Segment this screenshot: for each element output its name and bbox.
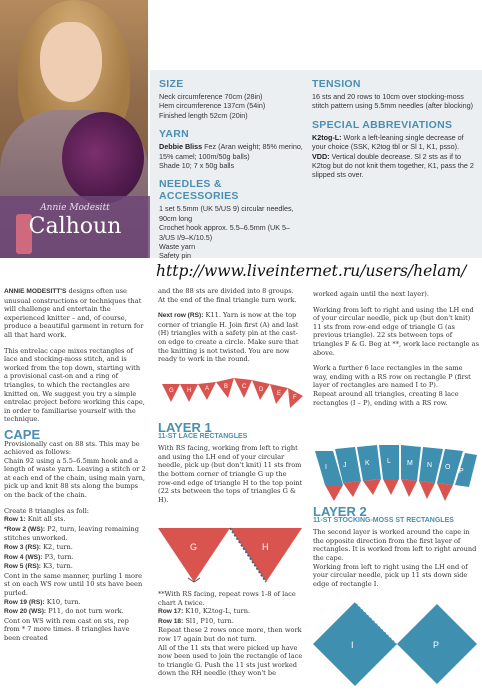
rectangle-label: M [407, 460, 413, 467]
specs-left-column [159, 78, 304, 269]
row-instruction [4, 562, 146, 572]
row-label: Row 17: [158, 608, 184, 616]
row-instruction [4, 543, 146, 553]
size-line: Finished length 52cm (20in) [159, 110, 248, 120]
diagram-label: P [433, 640, 440, 650]
col3-paragraph: Working from left to right and using the LH end of your circular needle, pick up (but don't knit) 11 sts from row-end edge of triangle G (as previous triangle). 22 sts between tops of triangles F & G. Beg at **, work lace rectangle as above. [313, 305, 479, 357]
triangle-label: B [224, 384, 229, 390]
specs-right-column [312, 78, 477, 188]
tension-heading: TENSION [312, 78, 361, 90]
row-text: K2, turn. [41, 543, 73, 552]
yarn-heading: YARN [159, 128, 189, 141]
col3-paragraph: Repeat around all triangles, creating 8 lace rectangles (I – P), ending with a RS row. [313, 389, 459, 407]
col2-paragraph: and the 88 sts are divided into 8 groups. At the end of the final triangle turn work. [158, 287, 297, 304]
tension-text: 16 sts and 20 rows to 10cm over stocking-moss stitch pattern using 5.5mm needles (after blocking) [312, 92, 473, 111]
layer2-paragraph: The second layer is worked around the cape in the opposite direction from the first layer of rectangles. It is worked from left to right around the cape. [313, 528, 477, 562]
intro-paragraph-2: This entrelac cape mixes rectangles of lace and stocking-moss stitch, and is worked from the top down, starting with a provisional cast-on and a ring of triangles, to which the rectangles are knitted on. We suggest you try a simple entrelac project before working this cape, in order to familiarise yourself with the technique. [4, 346, 145, 424]
intro-paragraph [4, 287, 146, 340]
layer1-paragraph: With RS facing, working from left to right and using the LH end of your circular needle, pick up (but don't knit) 11 sts from the bottom corner of triangle G up the row-end edge of triangle H to the top point (22 sts between the tops of triangles G & H). [158, 444, 303, 504]
layer1-heading: LAYER 1 [158, 420, 212, 435]
column-3 [313, 290, 479, 414]
lace-ring-diagram [313, 445, 479, 505]
size-line: Hem circumference 137cm (54in) [159, 101, 266, 111]
layer2-diagram [313, 600, 479, 698]
row-text: P3, turn. [42, 552, 74, 561]
row-text: K3, turn. [41, 562, 73, 571]
layer2-section [313, 504, 479, 595]
layer1-diagram [158, 520, 303, 588]
size-heading: SIZE [159, 78, 184, 90]
abbr-desc: Work a left-leaning single decrease of your choice (SSK, K2tog tbl or Sl 1, K1, psso). [312, 132, 464, 152]
pattern-title: Calhoun [28, 214, 122, 239]
yarn-desc: Fez (Aran weight; 85% merino, 15% camel; 100m/50g balls) [159, 142, 303, 161]
layer2-subheading: 11-ST STOCKING-MOSS ST RECTANGLES [313, 516, 454, 524]
row-text: K11. Yarn is now at the top corner of triangle H. Join first (A) and last (H) triangles with a safety pin at the cast-on edge to create a circle. Make sure that the knitting is not twisted. You are now ready to work in the round. [158, 311, 299, 364]
triangle-label: C [242, 384, 247, 390]
rectangle-label: O [445, 464, 451, 471]
triangle-shape [419, 481, 435, 499]
row-instruction: Cont on WS with rem cast on sts, rep from * 7 more times. 8 triangles have been created [4, 616, 130, 642]
row-text: K10, turn. [44, 597, 81, 606]
triangle-label: E [277, 391, 282, 397]
row-label: Row 5 (RS): [4, 563, 41, 571]
rectangle-i-shape [313, 602, 397, 686]
triangle-g-shape [158, 528, 230, 582]
size-line: Neck circumference 70cm (28in) [159, 92, 263, 101]
triangle-h-shape [230, 528, 302, 582]
rectangle-label: I [325, 464, 327, 471]
column-1 [4, 287, 146, 643]
triangle-label: A [205, 386, 210, 392]
row-instruction [4, 553, 146, 563]
rectangle-label: K [365, 460, 370, 467]
layer1-continued [158, 590, 303, 678]
needles-line: Safety pin [159, 251, 191, 261]
cape-paragraph: Create 8 triangles as foll: [4, 506, 90, 515]
author-name: Annie Modesitt [40, 203, 110, 213]
rectangle-label: P [459, 468, 464, 475]
row-label: Row 1: [4, 516, 26, 524]
cape-paragraph: Chain 92 using a 5.5–6.5mm hook and a length of waste yarn. Leaving a stitch or 2 at each end of the chain, using main yarn, pick up and knit 88 sts along the bumps on the back of the chain. [4, 456, 146, 500]
rectangle-label: L [387, 458, 391, 465]
triangle-shape [363, 479, 381, 495]
needles-line: Crochet hook approx. 5.5–6.5mm (UK 5–3/US I/9–K/10.5) [159, 223, 291, 242]
col3-paragraph: worked again until the next layer). [313, 290, 429, 298]
row-instruction: Repeat these 2 rows once more, then work row 17 again but do not turn. [158, 626, 302, 643]
intro-author: ANNIE MODESITT'S [4, 288, 67, 295]
row-text: P11, do not turn work. [46, 607, 124, 616]
triangle-ring-diagram [160, 374, 305, 416]
yarn-brand: Debbie Bliss [159, 142, 203, 152]
corsage-flower [62, 112, 144, 204]
intro-text: designs often use unusual constructions or techniques that will challenge and entertain the experienced knitter – and, of course, produce a beautiful garment in return for all that hard work. [4, 287, 144, 339]
row-label: Row 19 (RS): [4, 598, 45, 606]
row-label: Next row (RS): [158, 312, 204, 320]
diagram-label: G [190, 542, 198, 552]
needles-line: Waste yarn [159, 242, 196, 252]
title-banner [0, 196, 150, 258]
row-instruction [4, 525, 146, 543]
row-instruction [4, 515, 146, 525]
rectangle-label: J [343, 462, 347, 469]
abbr-vdd [312, 152, 477, 180]
column-2 [158, 287, 303, 371]
row-text: P2, turn, leaving remaining stitches unworked. [4, 524, 139, 543]
cape-heading: CAPE [4, 426, 41, 442]
abbreviations-text [312, 133, 477, 180]
row-label: Row 4 (WS): [4, 553, 43, 561]
row-instruction: Cont in the same manner, purling 1 more st on each WS row until 10 sts have been purled. [4, 571, 143, 597]
layer1-section [158, 420, 303, 511]
rectangle-label: N [427, 462, 433, 469]
triangle-shape [401, 479, 417, 497]
layer1-subheading: 11-ST LACE RECTANGLES [158, 432, 248, 440]
yarn-text [159, 142, 304, 170]
row-text: Knit all sts. [25, 515, 66, 524]
triangle-label: D [259, 387, 264, 393]
triangle-label: F [293, 395, 297, 401]
row-instruction [158, 607, 303, 617]
abbr-label: K2tog-L: [312, 132, 342, 142]
triangle-label: H [187, 388, 192, 394]
abbreviations-heading: SPECIAL ABBREVIATIONS [312, 118, 453, 131]
model-face [40, 22, 102, 102]
triangle-shape [325, 485, 343, 501]
row-instruction [4, 598, 146, 608]
watermark-url: http://www.liveinternet.ru/users/helam/ [156, 262, 467, 280]
layer2-heading: LAYER 2 [313, 504, 367, 519]
size-text [159, 92, 304, 120]
diagram-label: I [351, 640, 354, 650]
row-text: Sl1, P10, turn. [183, 616, 234, 625]
needles-text [159, 204, 304, 260]
lace-repeat-paragraph: **With RS facing, repeat rows 1-8 of lace chart A twice. [158, 590, 296, 607]
next-row-paragraph [158, 311, 303, 364]
needles-heading: NEEDLES & ACCESSORIES [159, 178, 239, 203]
col3-paragraph: Work a further 6 lace rectangles in the same way, ending with a RS row on rectangle P (first layer of rectangles are named I to P). [313, 364, 471, 390]
row-label: Row 18: [158, 617, 184, 625]
needles-line: 1 set 5.5mm (UK 5/US 9) circular needles, 90cm long [159, 204, 294, 223]
layer2-paragraph: Working from left to right using the LH end of your circular needle, pick up 11 sts down side edge of rectangle I. [313, 562, 468, 588]
row-label: Row 3 (RS): [4, 544, 41, 552]
row-instruction [158, 617, 303, 627]
row-label: Row 20 (WS): [4, 608, 47, 616]
triangle-shape [383, 479, 399, 495]
abbr-label: VDD: [312, 151, 330, 161]
row-instruction: All of the 11 sts that were picked up have now been used to join the rectangle of lace to triangle G. Push the 11 sts just worked down the RH needle (they won't be [158, 643, 303, 678]
yarn-shade: Shade 10; 7 x 50g balls [159, 161, 235, 171]
row-text: K10, K2tog-L, turn. [183, 607, 251, 616]
diagram-label: H [262, 542, 269, 552]
specs-panel [150, 70, 482, 261]
abbr-k2tog [312, 133, 477, 152]
row-label: *Row 2 (WS): [4, 525, 46, 533]
triangle-shape [437, 483, 453, 501]
abbr-desc: Vertical double decrease. Sl 2 sts as if to K2tog but do not knit them together, K1, pass the 2 slipped sts over. [312, 151, 474, 180]
cape-paragraph: Provisionally cast on 88 sts. This may be achieved as follows: [4, 439, 140, 457]
triangle-label: G [169, 388, 174, 394]
row-instruction [4, 607, 146, 617]
triangle-shape [343, 481, 361, 497]
